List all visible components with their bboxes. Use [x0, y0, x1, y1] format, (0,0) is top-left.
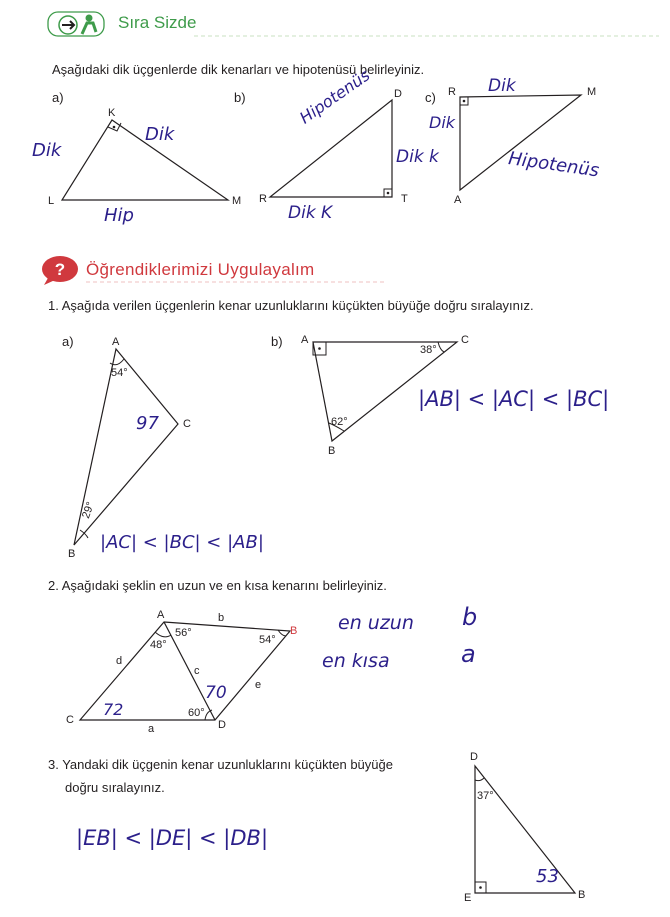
q2-text: 2. Aşağıdaki şeklin en uzun ve en kısa kenarını belirleyiniz.: [48, 578, 387, 593]
q3-text-line1: 3. Yandaki dik üçgenin kenar uzunluklarını küçükten büyüğe: [48, 757, 393, 772]
q2-side-e: e: [255, 679, 262, 691]
question-bubble-icon: [40, 254, 80, 286]
sira-triangles: [0, 0, 670, 240]
angle-arc-c-q1b: [438, 342, 444, 352]
hw-q2-angle-d: 70: [205, 683, 227, 703]
hw-a-bottom: Hip: [104, 205, 134, 226]
section-title-sira-sizde: Sıra Sizde: [118, 13, 197, 32]
hw-q3-angle-b: 53: [536, 866, 559, 887]
vertex-a-c: A: [454, 194, 462, 206]
hw-q2-en-uzun: en uzun: [338, 612, 414, 634]
q1b-vertex-a: A: [301, 334, 309, 346]
hw-c-hyp: Hipotenüs: [507, 148, 601, 182]
hw-b-right: Dik k: [396, 147, 439, 167]
hw-q1b-answer: |AB| < |AC| < |BC|: [418, 387, 610, 411]
q2-side-a: a: [148, 723, 155, 735]
hw-q2-en-kisa: en kısa: [322, 650, 390, 672]
q3-angle-d: 37°: [477, 790, 494, 802]
vertex-m-c: M: [587, 86, 597, 98]
hw-c-top: Dik: [488, 76, 516, 96]
q2-figure: [0, 600, 330, 740]
hw-b-bottom: Dik K: [288, 203, 333, 223]
hw-c-left: Dik: [429, 113, 456, 132]
q2-vertex-d: D: [218, 719, 226, 731]
vertex-r-b: R: [259, 193, 267, 205]
q2-angle-56: 56°: [175, 627, 192, 639]
q3-triangle: [440, 740, 610, 910]
vertex-r-c: R: [448, 86, 456, 98]
q1b-vertex-c: C: [461, 334, 469, 346]
q2-vertex-c: C: [66, 714, 74, 726]
svg-text:?: ?: [54, 260, 66, 279]
q1-b-label: b): [271, 334, 283, 349]
angle-arc-d-q3: [475, 778, 484, 781]
section-title-ogrendiklerimizi: Öğrendiklerimizi Uygulayalım: [86, 260, 315, 279]
angle-arc-a-q2: [155, 632, 171, 637]
q2-side-b: b: [218, 612, 225, 624]
vertex-l: L: [48, 195, 55, 207]
hw-q2-en-kisa-val: a: [461, 640, 476, 668]
hw-q2-en-uzun-val: b: [462, 603, 478, 631]
q1a-vertex-c: C: [183, 418, 191, 430]
sira-b-label: b): [234, 90, 246, 105]
hw-q2-angle-c: 72: [103, 700, 124, 719]
q3-vertex-b: B: [578, 889, 586, 901]
hw-q3-answer: |EB| < |DE| < |DB|: [76, 826, 269, 850]
angle-arc-a: [110, 359, 124, 365]
q3-text-line2: doğru sıralayınız.: [65, 780, 165, 795]
title-underline: [86, 280, 386, 284]
q2-side-c: c: [194, 665, 200, 677]
q2-vertex-b: B: [290, 625, 298, 637]
sira-instruction: Aşağıdaki dik üçgenlerde dik kenarları ve hipotenüsü belirleyiniz.: [52, 62, 425, 77]
hw-q1a-angle-c: 97: [136, 413, 159, 434]
sira-a-label: a): [52, 90, 64, 105]
q2-angle-60: 60°: [188, 707, 205, 719]
q1b-angle-c: 38°: [420, 344, 437, 356]
q1-a-label: a): [62, 334, 74, 349]
hw-b-hyp: Hipotenüs: [296, 65, 374, 128]
q1-text: 1. Aşağıda verilen üçgenlerin kenar uzunluklarını küçükten büyüğe doğru sıralayınız.: [48, 298, 534, 313]
hw-a-right: Dik: [145, 124, 175, 145]
q1a-vertex-a: A: [112, 336, 120, 348]
hw-q1a-answer: |AC| < |BC| < |AB|: [100, 532, 264, 553]
vertex-d-b: D: [394, 88, 402, 100]
q1a-angle-a: 54°: [111, 367, 128, 379]
q3-vertex-d: D: [470, 751, 478, 763]
triangle-drt: [270, 100, 392, 197]
q1a-angle-b: 29°: [80, 500, 97, 521]
q2-vertex-a: A: [157, 609, 165, 621]
vertex-m: M: [232, 195, 242, 207]
q1b-vertex-b: B: [328, 445, 336, 457]
q1a-vertex-b: B: [68, 548, 76, 560]
vertex-t-b: T: [401, 193, 408, 205]
triangle-deb: [475, 766, 575, 893]
q2-angle-54: 54°: [259, 634, 276, 646]
vertex-k: K: [108, 107, 116, 119]
q1b-angle-b: 62°: [331, 416, 348, 428]
q2-angle-48: 48°: [150, 639, 167, 651]
q3-vertex-e: E: [464, 892, 472, 904]
hw-a-left: Dik: [32, 140, 62, 161]
sira-c-label: c): [425, 90, 436, 105]
q2-side-d: d: [116, 655, 123, 667]
